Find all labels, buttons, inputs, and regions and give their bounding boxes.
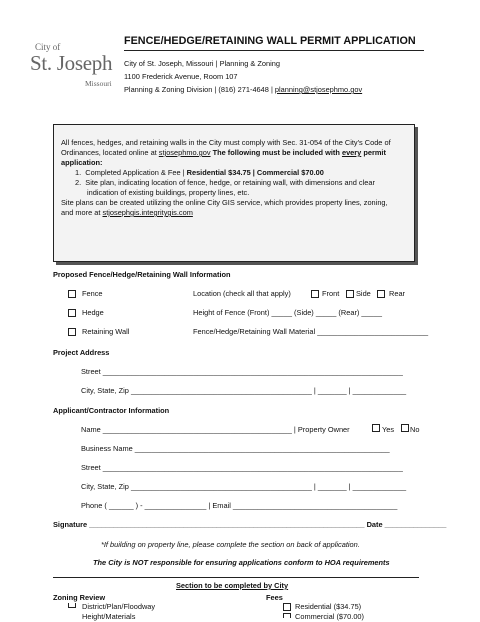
front-label: Front [322, 289, 340, 298]
hedge-label: Hedge [82, 308, 104, 317]
front-checkbox[interactable] [311, 290, 319, 298]
header-line-3 [124, 85, 362, 94]
item-number: 2. [75, 178, 82, 187]
notice-box [53, 124, 415, 262]
signature-field[interactable]: Signature ___________________________________________________________________ Date _______________ [53, 520, 447, 529]
business-name-field[interactable]: Business Name ______________________________________________________________ [81, 444, 390, 453]
owner-no-label: No [410, 425, 420, 434]
project-street-field[interactable]: Street _________________________________________________________________________ [81, 367, 403, 376]
notice-line-gis: Site plans can be created utilizing the online City GIS service, which provides property lines, zoning, [61, 198, 388, 207]
notice-item-2-cont: indication of existing buildings, property lines, etc. [87, 188, 250, 197]
owner-yes-label: Yes [382, 425, 395, 434]
hedge-checkbox[interactable] [68, 309, 76, 317]
item-fees: Residential $34.75 | Commercial $70.00 [186, 168, 324, 177]
proposed-heading: Proposed Fence/Hedge/Retaining Wall Information [53, 270, 231, 279]
logo-city-of: City of [35, 42, 61, 52]
item-text: Completed Application & Fee | [85, 168, 187, 177]
fees-heading: Fees [266, 593, 283, 602]
notice-item-1 [61, 168, 413, 178]
applicant-street-field[interactable]: Street _________________________________________________________________________ [81, 463, 403, 472]
residential-fee-checkbox[interactable] [283, 603, 291, 611]
zoning-heading: Zoning Review [53, 593, 106, 602]
side-checkbox[interactable] [346, 290, 354, 298]
height-materials-label: Height/Materials [82, 612, 136, 621]
page-title: FENCE/HEDGE/RETAINING WALL PERMIT APPLICATION [124, 35, 416, 47]
notice-line-gis-2 [61, 208, 413, 218]
notice-every: every [341, 148, 362, 157]
code-link[interactable]: stjosephmo.gov [158, 148, 211, 157]
location-label: Location (check all that apply) [193, 289, 291, 298]
property-line-note: *If building on property line, please complete the section on back of application. [101, 540, 360, 549]
item-text: Site plan, indicating location of fence, hedge, or retaining wall, with dimensions and clear [85, 178, 375, 187]
contact-prefix: Planning & Zoning Division | (816) 271-4648 | [124, 85, 275, 94]
material-field[interactable]: Fence/Hedge/Retaining Wall Material ___________________________ [193, 327, 429, 336]
phone-email-field[interactable]: Phone ( ______ ) - _______________ | Email ________________________________________ [81, 501, 398, 510]
owner-yes-checkbox[interactable] [372, 424, 380, 432]
header-line-1: City of St. Joseph, Missouri | Planning & Zoning [124, 59, 280, 68]
notice-bold: The following must be included with [210, 148, 342, 157]
side-label: Side [356, 289, 371, 298]
gis-link[interactable]: stjosephgis.integritygis.com [102, 208, 193, 217]
notice-bold: permit [361, 148, 386, 157]
email-link[interactable]: planning@stjosephmo.gov [274, 85, 363, 94]
fence-checkbox[interactable] [68, 290, 76, 298]
height-field[interactable]: Height of Fence (Front) _____ (Side) _____ (Rear) _____ [193, 308, 382, 317]
project-heading: Project Address [53, 348, 110, 357]
logo-state: Missouri [85, 79, 112, 88]
applicant-city-field[interactable]: City, State, Zip ____________________________________________ | _______ | _____________ [81, 482, 407, 491]
notice-line-3: application: [61, 158, 103, 167]
district-label: District/Plan/Floodway [82, 602, 156, 611]
applicant-name-field[interactable]: Name ______________________________________________ | Property Owner [81, 425, 350, 434]
residential-fee-label: Residential ($34.75) [295, 602, 362, 611]
retaining-wall-checkbox[interactable] [68, 328, 76, 336]
rear-label: Rear [389, 289, 406, 298]
commercial-fee-label: Commercial ($70.00) [295, 612, 365, 621]
notice-line-1: All fences, hedges, and retaining walls in the City must comply with Sec. 31-054 of the City's Code of [61, 138, 391, 147]
district-checkbox[interactable] [68, 603, 76, 608]
notice-text: Ordinances, located online at [61, 148, 159, 157]
city-section-rule [53, 577, 419, 578]
commercial-fee-checkbox[interactable] [283, 613, 291, 618]
notice-item-2 [61, 178, 413, 188]
logo-name: St. Joseph [30, 51, 113, 75]
owner-no-checkbox[interactable] [401, 424, 409, 432]
title-rule [124, 50, 424, 51]
project-city-field[interactable]: City, State, Zip ____________________________________________ | _______ | _____________ [81, 386, 407, 395]
retaining-wall-label: Retaining Wall [82, 327, 130, 336]
notice-line-2 [61, 148, 413, 158]
header-line-2: 1100 Frederick Avenue, Room 107 [124, 72, 238, 81]
city-section-heading: Section to be completed by City [176, 581, 289, 590]
notice-text: and more at [61, 208, 103, 217]
item-number: 1. [75, 168, 82, 177]
fence-label: Fence [82, 289, 103, 298]
rear-checkbox[interactable] [377, 290, 385, 298]
hoa-note: The City is NOT responsible for ensuring applications conform to HOA requirements [93, 558, 390, 567]
applicant-heading: Applicant/Contractor Information [53, 406, 170, 415]
